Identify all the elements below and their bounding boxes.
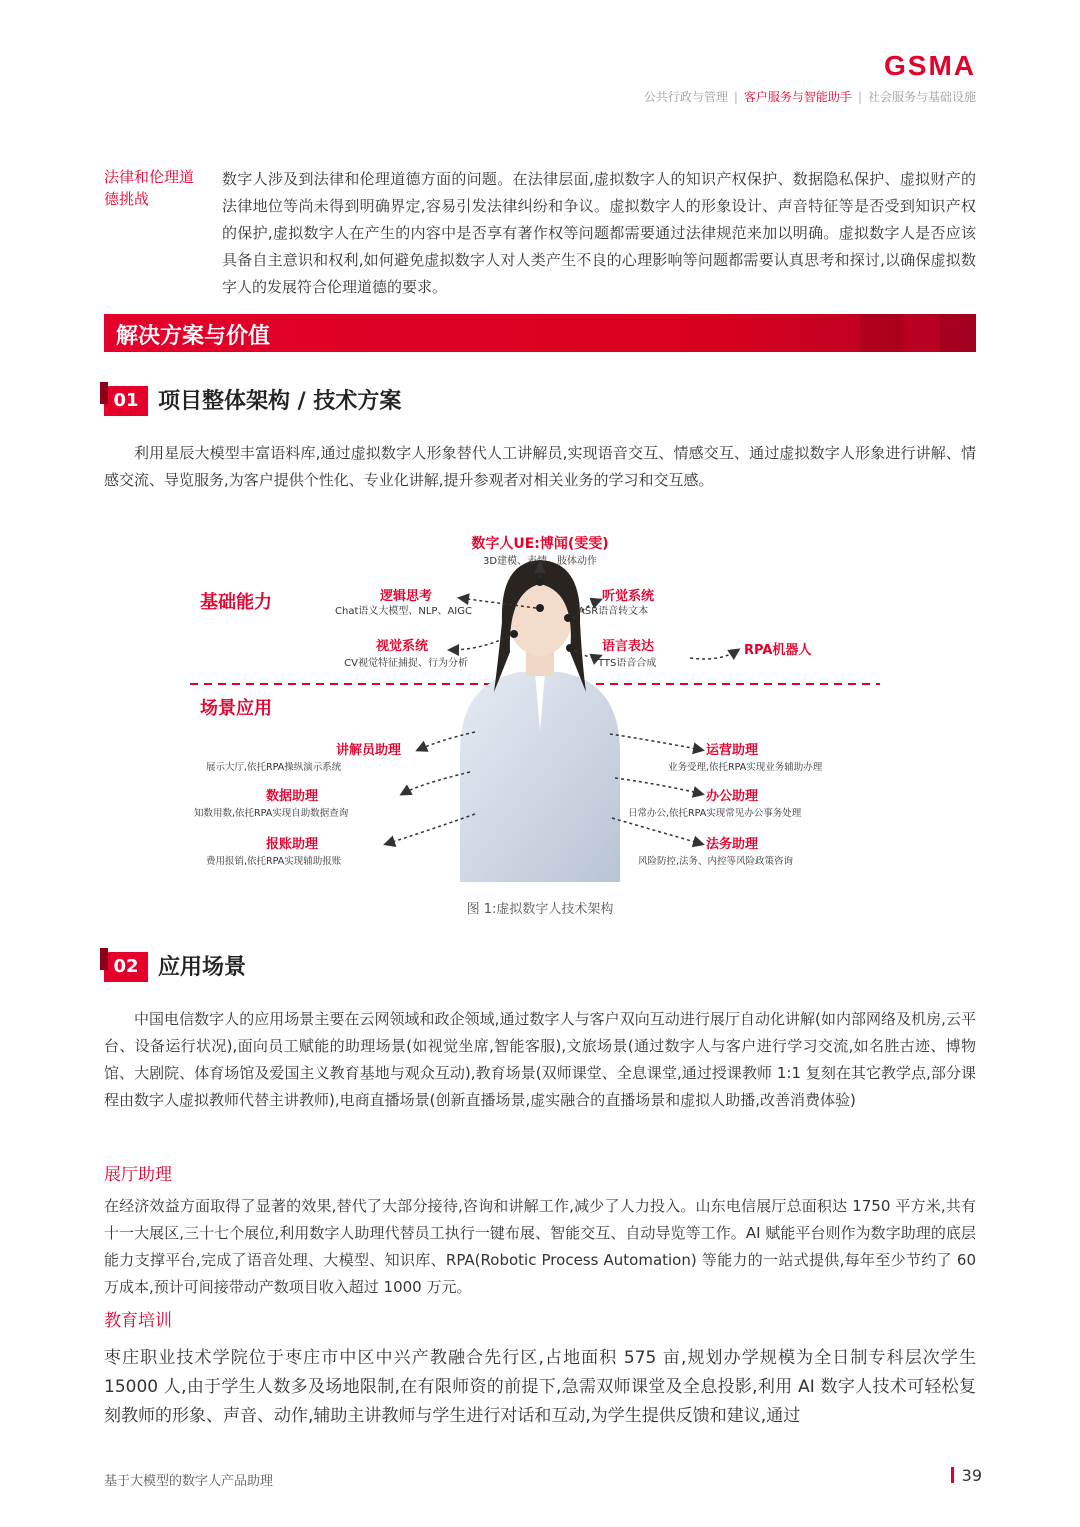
nav-divider: | <box>733 90 738 104</box>
architecture-paragraph: 利用星辰大模型丰富语料库,通过虚拟数字人形象替代人工讲解员,实现语音交互、情感交互、通过虚拟数字人形象进行讲解、情感交流、导览服务,为客户提供个性化、专业化讲解,提升参观者对相关业务的学习和交互感。 <box>104 444 976 489</box>
label-legalaid-sub: 风险防控,法务、内控等风险政策咨询 <box>638 856 794 867</box>
page-number-block <box>951 1466 982 1485</box>
legal-text: 数字人涉及到法律和伦理道德方面的问题。在法律层面,虚拟数字人的知识产权保护、数据隐私保护、虚拟财产的法律地位等尚未得到明确界定,容易引发法律纠纷和争议。虚拟数字人的形象设计、声音特征等是否受到知识产权的保护,虚拟数字人在产生的内容中是否享有著作权等问题都需要通过法律规范来加以明确。虚拟数字人是否应该具备自主意识和权利,如何避免虚拟数字人对人类产生不良的心理影响等问题都需要认真思考和探讨,以确保虚拟数字人的发展符合伦理道德的要求。 <box>222 170 976 296</box>
banner-decor <box>940 314 976 352</box>
label-data: 数据助理 <box>266 789 319 804</box>
label-data-sub: 知数用数,依托RPA实现自助数据查询 <box>194 808 349 819</box>
label-ops-sub: 业务受理,依托RPA实现业务辅助办理 <box>668 762 823 773</box>
legal-section <box>104 166 976 301</box>
arrow-ops <box>610 734 702 750</box>
label-ops: 运营助理 <box>706 743 759 758</box>
label-vision: 视觉系统 <box>375 639 428 654</box>
label-speech: 语言表达 <box>602 639 655 654</box>
label-office: 办公助理 <box>706 789 759 804</box>
label-rpa: RPA机器人 <box>744 643 812 658</box>
label-hearing-sub: ASR语音转文本 <box>578 606 649 617</box>
forehead-dot <box>536 604 544 612</box>
label-logic-sub: Chat语义大模型、NLP、AIGC <box>335 606 472 617</box>
footer-title: 基于大模型的数字人产品助理 <box>104 1474 274 1489</box>
page-number: 39 <box>961 1466 982 1485</box>
subsection-title: 项目整体架构 / 技术方案 <box>158 389 402 414</box>
arrow-rpa <box>690 650 738 659</box>
nav-item-customer-service[interactable]: 客户服务与智能助手 <box>743 90 852 104</box>
architecture-figure <box>190 522 890 882</box>
label-digital-human: 数字人UE:博闻(雯雯) <box>471 536 609 552</box>
label-base-capability: 基础能力 <box>200 592 272 613</box>
nav-item-public-admin[interactable]: 公共行政与管理 <box>643 90 728 104</box>
nav-divider: | <box>857 90 862 104</box>
category-showroom: 展厅助理 <box>104 1165 172 1185</box>
label-guide-sub: 展示大厅,依托RPA操纵演示系统 <box>206 762 342 773</box>
label-expense: 报账助理 <box>266 837 319 852</box>
label-speech-sub: TTS语音合成 <box>598 658 657 669</box>
page-number-bar <box>951 1467 954 1483</box>
section-title: 解决方案与价值 <box>116 324 271 349</box>
gsma-logo: GSMA <box>884 50 976 81</box>
label-hearing: 听觉系统 <box>602 589 655 604</box>
label-digital-human-sub: 3D建模、表情、肢体动作 <box>482 556 598 567</box>
label-expense-sub: 费用报销,依托RPA实现辅助报账 <box>206 856 342 867</box>
arrow-data <box>402 772 470 794</box>
label-vision-sub: CV视觉特征捕捉、行为分析 <box>344 658 468 669</box>
ear-dot <box>564 614 572 622</box>
subsection-title: 应用场景 <box>158 955 247 980</box>
showroom-paragraph: 在经济效益方面取得了显著的效果,替代了大部分接待,咨询和讲解工作,减少了人力投入。山东电信展厅总面积达 1750 平方米,共有十一大展区,三十七个展位,利用数字人助理代替员工执行一键布展、智能交互、自动导览等工作。AI 赋能平台则作为数字助理的底层能力支撑平台,完成了语音处理、大模型、知识库、RPA(Robotic Process Automation) 等能力的一站式提供,每年至少节约了 60 万成本,预计可间接带动产数项目收入超过 1000 万元。 <box>104 1197 976 1296</box>
cheek-dot <box>510 630 518 638</box>
architecture-diagram <box>190 522 890 882</box>
mouth-dot <box>566 644 574 652</box>
label-office-sub: 日常办公,依托RPA实现常见办公事务处理 <box>628 808 802 819</box>
label-scene-application: 场景应用 <box>200 698 272 719</box>
label-guide: 讲解员助理 <box>336 743 402 758</box>
arrow-office <box>615 778 702 794</box>
nav-item-social-services[interactable]: 社会服务与基础设施 <box>867 90 976 104</box>
category-education: 教育培训 <box>104 1311 172 1331</box>
head-dot <box>536 578 544 586</box>
top-nav <box>644 88 976 105</box>
arrow-legalaid <box>612 818 702 844</box>
label-logic: 逻辑思考 <box>379 589 432 604</box>
education-paragraph: 枣庄职业技术学院位于枣庄市中区中兴产教融合先行区,占地面积 575 亩,规划办学规模为全日制专科层次学生 15000 人,由于学生人数多及场地限制,在有限师资的前提下,急需双师课堂及全息投影,利用 AI 数字人技术可轻松复刻教师的形象、声音、动作,辅助主讲教师与学生进行对话和互动,为学生提供反馈和建议,通过 <box>104 1348 976 1426</box>
subsection-number: 01 <box>104 386 148 416</box>
section-banner <box>104 314 976 352</box>
scenario-intro-paragraph: 中国电信数字人的应用场景主要在云网领域和政企领域,通过数字人与客户双向互动进行展厅自动化讲解(如内部网络及机房,云平台、设备运行状况),面向员工赋能的助理场景(如视觉坐席,智能客服),文旅场景(通过数字人与客户进行学习交流,如名胜古迹、博物馆、大剧院、体育场馆及爱国主义教育基地与观众互动),教育场景(双师课堂、全息课堂,通过授课教师 1:1 复刻在其它教学点,部分课程由数字人虚拟教师代替主讲教师),电商直播场景(创新直播场景,虚实融合的直播场景和虚拟人助播,改善消费体验) <box>104 1010 976 1109</box>
legal-label: 法律和伦理道德挑战 <box>104 168 195 208</box>
banner-decor <box>860 314 904 352</box>
figure-caption: 图 1:虚拟数字人技术架构 <box>466 902 614 917</box>
subsection-number: 02 <box>104 952 148 982</box>
label-legalaid: 法务助理 <box>706 837 759 852</box>
